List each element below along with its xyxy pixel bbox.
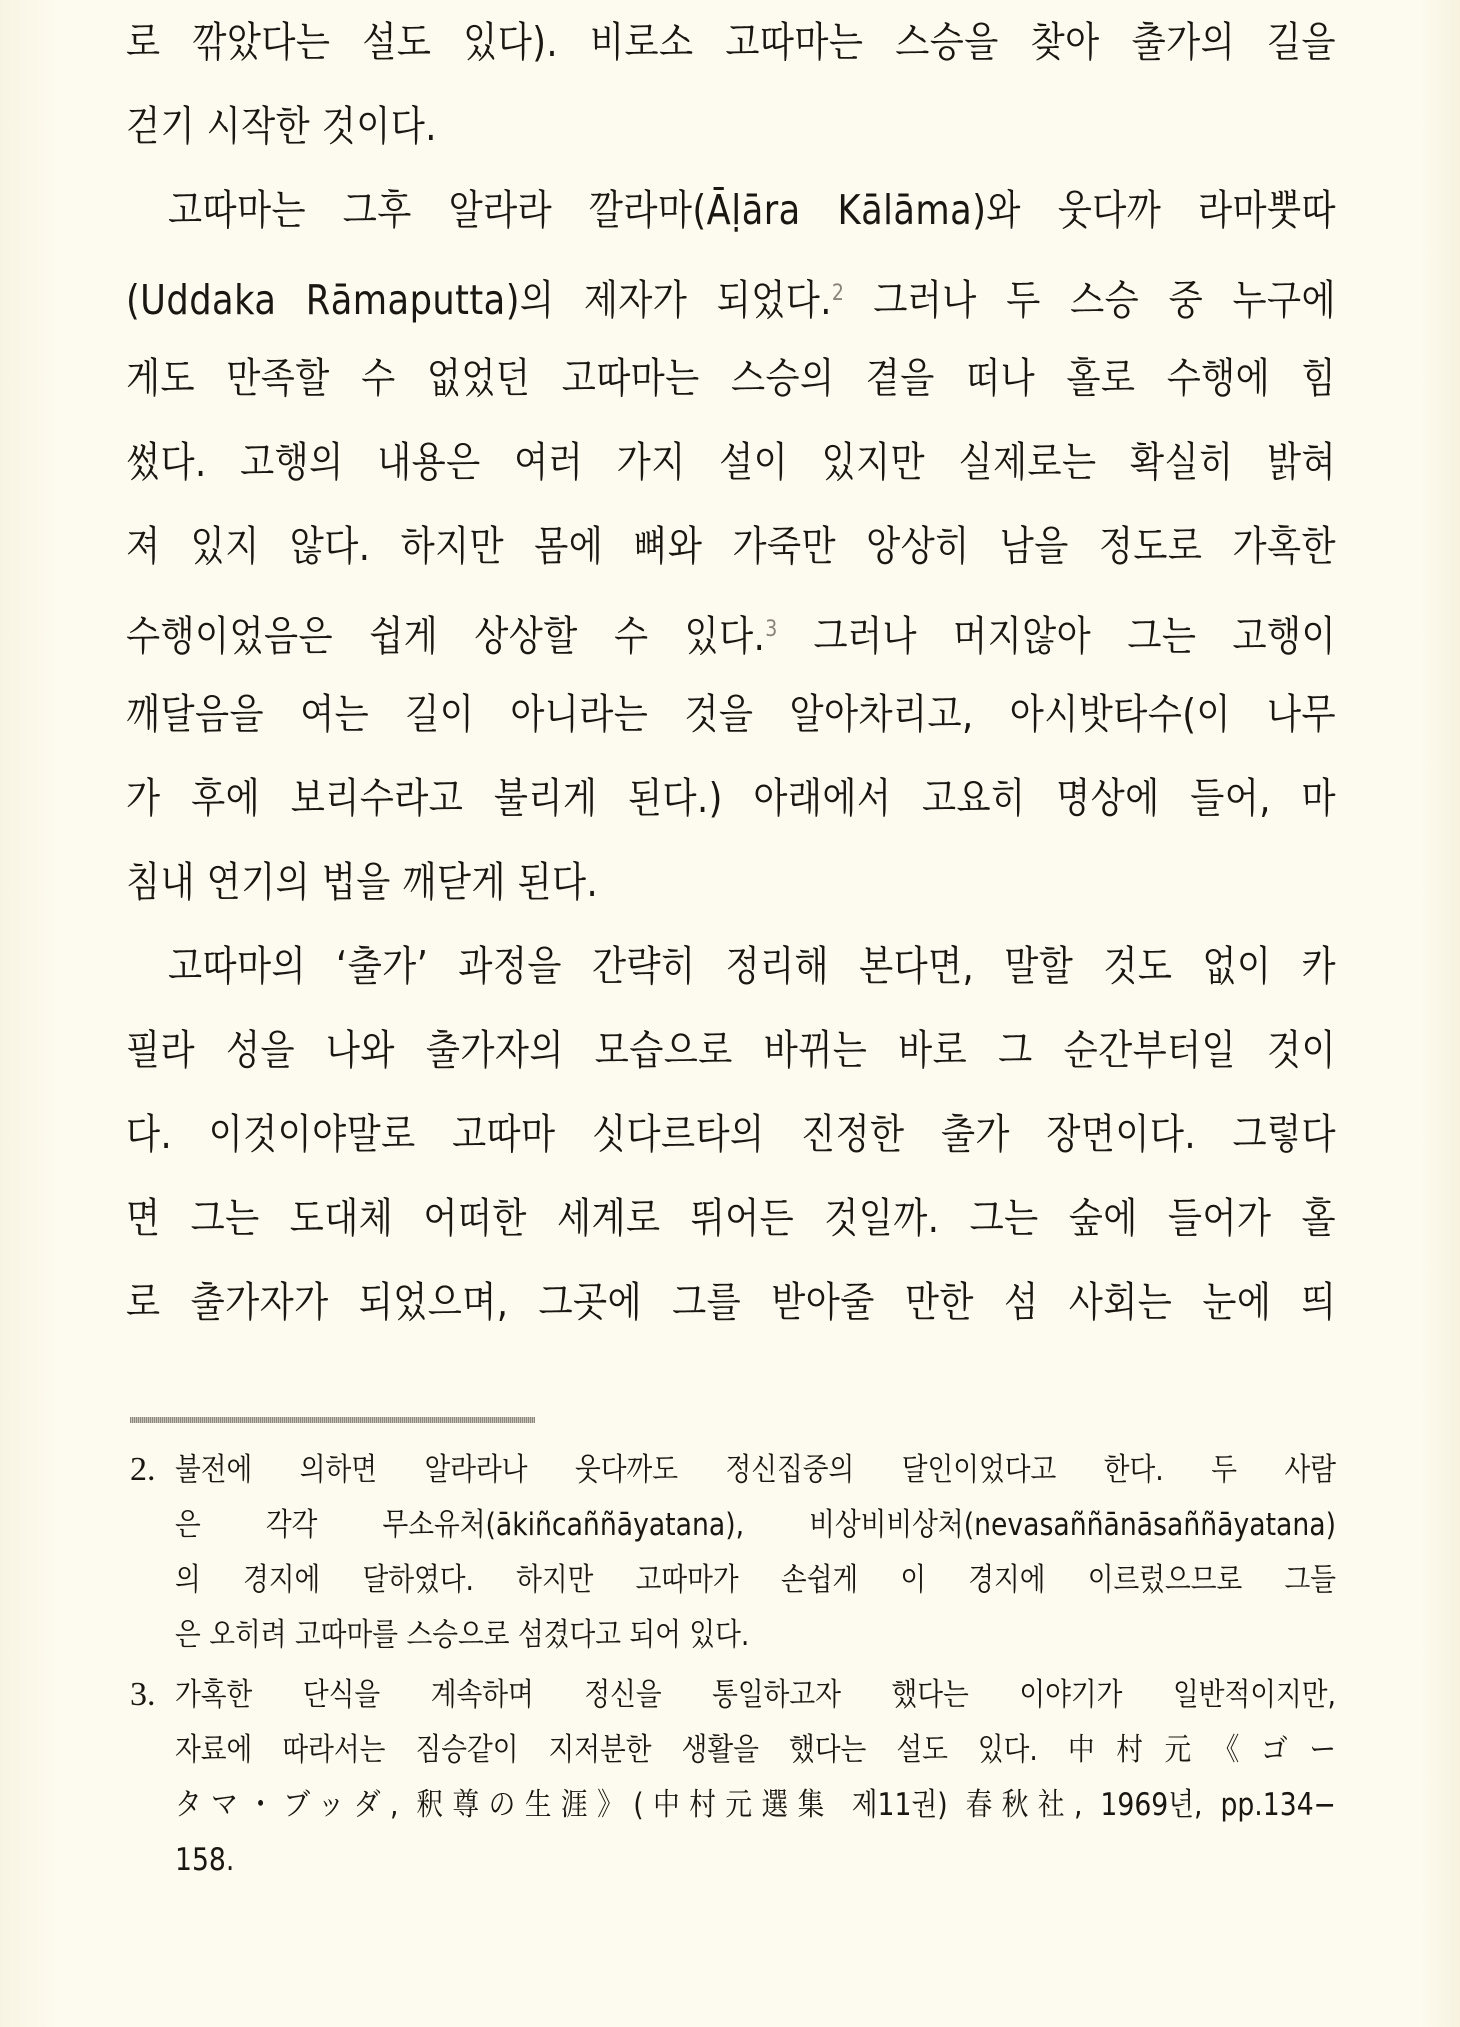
- footnote-3-line-4: 158.: [175, 1842, 235, 1878]
- body-line-15: 면 그는 도대체 어떠한 세계로 뛰어든 것일까. 그는 숲에 들어가 홀: [126, 1194, 1336, 1242]
- body-line-1: 로 깎았다는 설도 있다). 비로소 고따마는 스승을 찾아 출가의 길을: [126, 18, 1336, 66]
- body-line-6: 썼다. 고행의 내용은 여러 가지 설이 있지만 실제로는 확실히 밝혀: [126, 438, 1336, 486]
- footnote-3-line-2: 자료에 따라서는 짐승같이 지저분한 생활을 했다는 설도 있다. 中村元《ゴー: [175, 1732, 1336, 1768]
- body-line-5: 게도 만족할 수 없었던 고따마는 스승의 곁을 떠나 홀로 수행에 힘: [126, 354, 1336, 402]
- body-line-9: 깨달음을 여는 길이 아니라는 것을 알아차리고, 아시밧타수(이 나무: [126, 690, 1336, 738]
- body-line-3: 고따마는 그후 알라라 깔라마(Āḷāra Kālāma)와 웃다까 라마뿟따: [168, 186, 1336, 234]
- body-line-11: 침내 연기의 법을 깨닫게 된다.: [126, 858, 599, 906]
- footnote-2-line-1: 불전에 의하면 알라라나 웃다까도 정신집중의 달인이었다고 한다. 두 사람: [175, 1452, 1336, 1488]
- footnote-ref-3[interactable]: 3: [765, 617, 778, 642]
- body-line-4-text: (Uddaka Rāmaputta)의 제자가 되었다.: [126, 276, 832, 324]
- body-line-14: 다. 이것이야말로 고따마 싯다르타의 진정한 출가 장면이다. 그렇다: [126, 1110, 1336, 1158]
- footnote-2-line-2: 은 각각 무소유처(ākiñcaññāyatana), 비상비비상처(nevasaññānāsaññāyatana): [175, 1507, 1336, 1543]
- footnote-2-line-3: 의 경지에 달하였다. 하지만 고따마가 손쉽게 이 경지에 이르렀으므로 그들: [175, 1562, 1336, 1598]
- body-line-16: 로 출가자가 되었으며, 그곳에 그를 받아줄 만한 섬 사회는 눈에 띄: [126, 1278, 1336, 1326]
- body-line-7: 져 있지 않다. 하지만 몸에 뼈와 가죽만 앙상히 남을 정도로 가혹한: [126, 522, 1336, 570]
- body-line-8: [126, 600, 1336, 660]
- footnote-ref-2[interactable]: 2: [831, 281, 844, 306]
- footnote-2-line-4: 은 오히려 고따마를 스승으로 섬겼다고 되어 있다.: [175, 1617, 750, 1653]
- footnote-separator: [130, 1417, 535, 1423]
- body-line-12: 고따마의 ‘출가’ 과정을 간략히 정리해 본다면, 말할 것도 없이 카: [168, 942, 1336, 990]
- body-line-8-text-after: 그러나 머지않아 그는 고행이: [777, 612, 1336, 660]
- body-line-4: [126, 264, 1336, 324]
- body-line-4-text-after: 그러나 두 스승 중 누구에: [843, 276, 1336, 324]
- footnote-2-number: 2.: [130, 1451, 156, 1488]
- body-line-2: 걷기 시작한 것이다.: [126, 102, 437, 150]
- footnote-3-line-1: 가혹한 단식을 계속하며 정신을 통일하고자 했다는 이야기가 일반적이지만,: [175, 1677, 1336, 1713]
- body-line-8-text: 수행이었음은 쉽게 상상할 수 있다.: [126, 612, 766, 660]
- body-line-13: 필라 성을 나와 출가자의 모습으로 바뀌는 바로 그 순간부터일 것이: [126, 1026, 1336, 1074]
- footnote-3-line-3: タマ・ブッダ, 釈尊の生涯》(中村元選集 제11권) 春秋社, 1969년, pp.134−: [175, 1787, 1336, 1823]
- footnote-3-number: 3.: [130, 1676, 156, 1713]
- body-line-10: 가 후에 보리수라고 불리게 된다.) 아래에서 고요히 명상에 들어, 마: [126, 774, 1336, 822]
